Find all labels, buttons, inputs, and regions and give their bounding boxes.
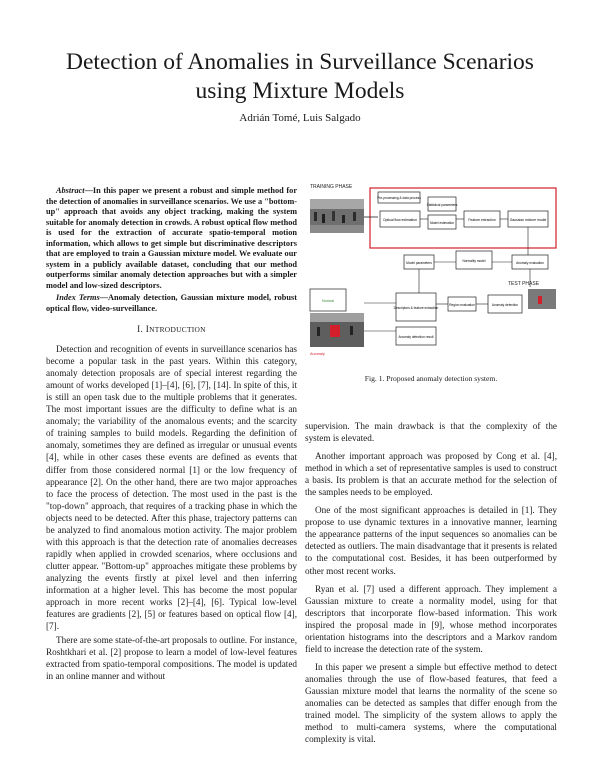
box-model-label: Model estimation — [429, 221, 455, 225]
box-region-eval-label: Region evaluation — [449, 303, 475, 307]
intro-paragraph-1: Detection and recognition of events in surveillance scenarios has become a popular task in the past years. Within this category, anomaly detection proposals are of special interest regarding the amount of works developed [1]–[4], [6], [7], [14]. In spite of this, it is still an open task due to the multiple problems that it generates. The most important issues are the difficulty to define what is an anomaly; the variability of the anomalous events; and the scarcity of training samples to build models. Regarding the definition of anomaly, sometimes they are defined as irregular or unusual events [4], while in other cases these events are defined as events that differ from those considered normal [1] or the low frequency of appearance [2]. On the other hand, there are two major approaches to face the process of detection. The most used in the past is the "top-down" approach, that requires of a tracking phase in which the objects need to be detected. After this phase, trajectory patterns can be analyzed to find anomalous motion activity. The major problem with this approach is that the detection rate of anomalies decreases rapidly when applied in crowded scenarios, where occlusions and clutter appear. "Bottom-up" approaches mitigate these problems by analyzing the events firstly at pixel level and then inferring information at a higher level. This has become the most popular approach in more recent works [2]–[4], [6]. Typical low-level features are gradients [2], [5] or features based on optical flow [4], [7]. — [46, 344, 297, 632]
box-decision-label: Anomaly detection — [491, 303, 519, 307]
box-normality-label: Normality model — [462, 259, 486, 263]
anomaly-tag: Anomaly — [310, 352, 325, 356]
left-column — [46, 186, 297, 684]
intro-paragraph-2: There are some state-of-the-art proposals to outline. For instance, Roshtkhari et al. [2] propose to learn a model of low-level features extracted from spatio-temporal compositions. The model is updated in an online manner and without — [46, 635, 297, 682]
right-paragraph-2: Another important approach was proposed by Cong et al. [4], method in which a set of representative samples is used to construct a basis. Its problem is that an accurate method for the selection of the samples needs to be employed. — [305, 451, 557, 498]
right-column — [305, 420, 557, 747]
index-terms-text: —Anomaly detection, Gaussian mixture model, robust optical flow, video-surveillance. — [46, 293, 297, 313]
test-phase-label: TEST PHASE — [508, 281, 540, 287]
box-feature-extraction-label: Feature extraction — [468, 218, 496, 222]
abstract-lead: Abstract — [56, 186, 85, 195]
section-number: I. — [137, 324, 144, 334]
paper-title: Detection of Anomalies in Surveillance Scenarios using Mixture Models — [66, 49, 534, 104]
box-training-process-label: Pre-processing & data process — [377, 196, 421, 200]
paper-authors: Adrián Tomé, Luis Salgado — [239, 112, 361, 124]
system-diagram-figure — [308, 181, 558, 373]
box-anomaly-eval-label: Anomaly evaluation — [516, 261, 544, 265]
right-paragraph-1: supervision. The main drawback is that the complexity of the system is elevated. — [305, 421, 557, 444]
test-frame-image — [310, 313, 364, 347]
training-phase-label: TRAINING PHASE — [310, 184, 353, 190]
box-stats-label: Statistical parameters — [426, 203, 458, 207]
box-test-features-label: Descriptors & feature extraction — [393, 306, 439, 310]
box-optical-flow-label: Optical flow estimation — [383, 218, 417, 222]
right-paragraph-5: In this paper we present a simple but effective method to detect anomalies through the use of flow-based features, that feed a Gaussian mixture model that learns the normality of the scene so anomalies can be detected as samples that differ enough from the trained model. The simplicity of the system allows to apply the method to multi-camera systems, where the computational complexity is vital. — [305, 661, 557, 745]
abstract-text: —In this paper we present a robust and simple method for the detection of anomalies in surveillance scenarios. We use a "bottom-up" approach that avoids any object tracking, making the system suitable for anomaly detection in crowds. A robust optical flow method is used for the extraction of accurate spatio-temporal motion information, which allows to get simple but discriminative descriptors that are employed to train a Gaussian mixture model. We evaluate our system in a publicly available dataset, concluding that our method outperforms similar anomaly detection approaches but with a simpler model and low-sized descriptors. — [46, 186, 297, 290]
section-first-letter: I — [145, 324, 150, 334]
box-gmm-label: Gaussian mixture model — [509, 218, 547, 222]
box-result-label: Anomaly detection result — [398, 335, 434, 339]
result-frame-image — [528, 289, 556, 309]
index-terms — [46, 293, 297, 314]
system-diagram — [308, 181, 558, 373]
normal-tag: Normal — [321, 299, 335, 303]
section-rest: NTRODUCTION — [149, 325, 206, 334]
right-paragraph-4: Ryan et al. [7] used a different approach. They implement a Gaussian mixture to create a normality model, using for that descriptors that incorporate flow-based information. This work inspired the proposal made in [9], whose method incorporates orientation histograms into the descriptors and a Markov random field to increase the detection rate of the system. — [305, 583, 557, 654]
training-frame-image — [310, 199, 364, 233]
index-terms-lead: Index Terms — [56, 293, 100, 302]
section-heading-introduction — [46, 323, 297, 336]
right-paragraph-3: One of the most significant approaches is detailed in [1]. They propose to use dynamic textures in a innovative manner, learning the appearance patterns of the input sequences so anomalies can be detected as outliers. The main disadvantage that it presents is related to the computational cost. Besides, it has been outperformed by other most recent works. — [305, 505, 557, 576]
figure-caption: Fig. 1. Proposed anomaly detection system. — [364, 374, 498, 383]
abstract — [46, 186, 297, 291]
box-params-label: Model parameters — [406, 261, 432, 265]
